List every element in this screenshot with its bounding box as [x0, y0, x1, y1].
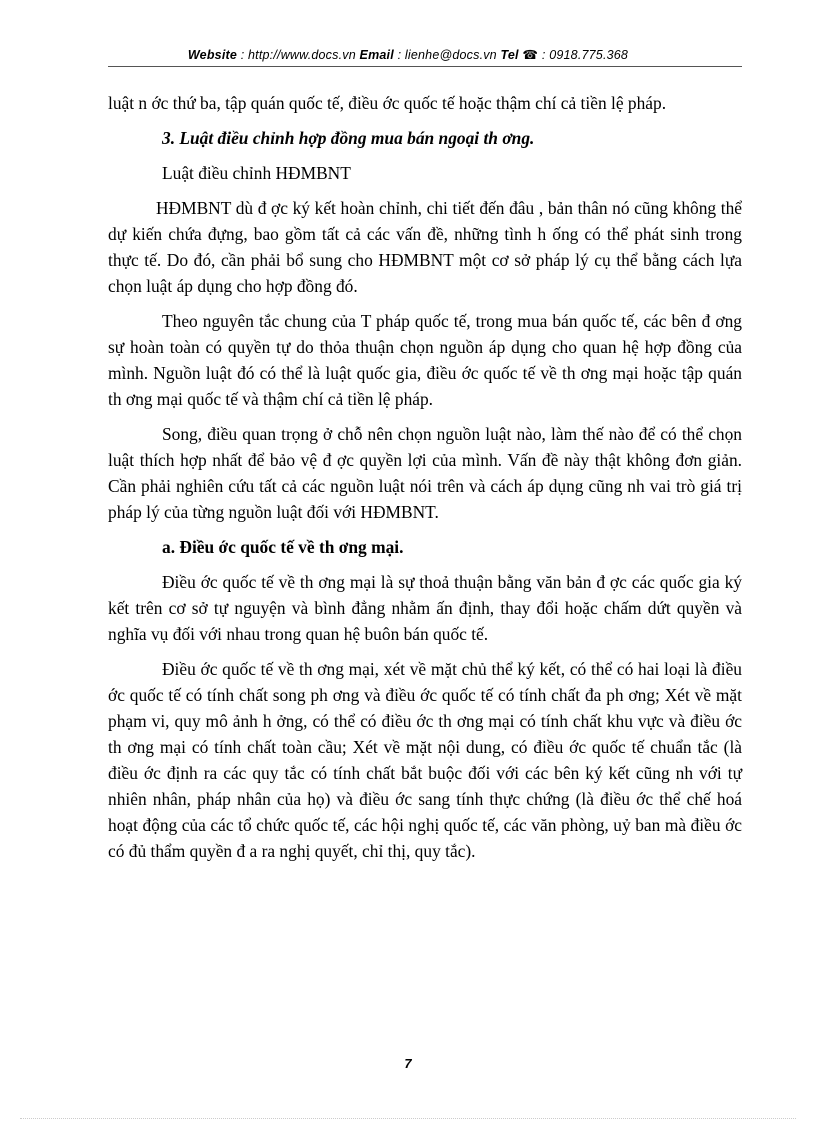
website-label: Website — [187, 48, 238, 62]
page-header — [0, 47, 816, 62]
paragraph-5: Điều ớc quốc tế về th ơng mại, xét về mặt chủ thể ký kết, có thể có hai loại là điều ớc quốc tế có tính chất song ph ơng và điều ớc quốc tế có tính chất đa ph ơng; Xét về mặt phạm vi, quy mô ảnh h ởng, có thể có điều ớc th ơng mại có tính chất khu vực và điều ớc th ơng mại có tính chất toàn cầu; Xét về mặt nội dung, có điều ớc quốc tế chuẩn tắc (là điều ớc định ra các quy tắc có tính chất bắt buộc đối với các bên ký kết cũng nh với tự nhiên nhân, pháp nhân của họ) và điều ớc sang tính thực chứng (là điều ớc thể chế hoá hoạt động của các tổ chức quốc tế, các hội nghị quốc tế, các văn phòng, uỷ ban mà điều ớc có đủ thẩm quyền đ a ra nghị quyết, chỉ thị, quy tắc). — [108, 659, 742, 861]
tel-number: : 0918.775.368 — [538, 48, 629, 62]
email-address[interactable]: : lienhe@docs.vn — [393, 48, 501, 62]
section-heading-a: a. Điều ớc quốc tế về th ơng mại. — [162, 537, 404, 557]
paragraph-continuation: luật n ớc thứ ba, tập quán quốc tế, điều ớc quốc tế hoặc thậm chí cả tiền lệ pháp. — [108, 93, 667, 113]
paragraph-2: Theo nguyên tắc chung của T pháp quốc tế, trong mua bán quốc tế, các bên đ ơng sự hoàn toàn có quyền tự do thỏa thuận chọn nguồn áp dụng cho quan hệ hợp đồng của mình. Nguồn luật đó có thể là luật quốc gia, điều ớc quốc tế về th ơng mại hoặc tập quán th ơng mại quốc tế và thậm chí cả tiền lệ pháp. — [108, 311, 742, 409]
page-number: 7 — [404, 1056, 412, 1071]
email-label: Email — [359, 48, 394, 62]
paragraph-3: Song, điều quan trọng ở chỗ nên chọn nguồn luật nào, làm thế nào để có thể chọn luật thích hợp nhất để bảo vệ đ ợc quyền lợi của mình. Vấn đề này thật không đơn giản. Cần phải nghiên cứu tất cả các nguồn luật nói trên và cách áp dụng cũng nh vai trò giá trị pháp lý của từng nguồn luật đối với HĐMBNT. — [108, 424, 742, 522]
header-divider — [108, 66, 742, 67]
paragraph-4: Điều ớc quốc tế về th ơng mại là sự thoả thuận bằng văn bản đ ợc các quốc gia ký kết trên cơ sở tự nguyện và bình đẳng nhằm ấn định, thay đổi hoặc chấm dứt quyền và nghĩa vụ đối với nhau trong quan hệ buôn bán quốc tế. — [108, 572, 742, 644]
phone-icon: ☎ — [522, 48, 539, 62]
tel-label: Tel — [500, 48, 519, 62]
website-url[interactable]: : http://www.docs.vn — [237, 48, 360, 62]
footer-divider — [20, 1118, 796, 1119]
document-body — [108, 90, 742, 873]
section-heading-3: 3. Luật điều chỉnh hợp đồng mua bán ngoại th ơng. — [162, 128, 535, 148]
paragraph-1: HĐMBNT dù đ ợc ký kết hoàn chỉnh, chi tiết đến đâu , bản thân nó cũng không thể dự kiến chứa đựng, bao gồm tất cả các vấn đề, những tình h ống có thể phát sinh trong thực tế. Do đó, cần phải bổ sung cho HĐMBNT một cơ sở pháp lý cụ thể bằng cách lựa chọn luật áp dụng cho hợp đồng đó. — [108, 198, 742, 296]
subheading-applicable-law: Luật điều chỉnh HĐMBNT — [162, 163, 351, 183]
